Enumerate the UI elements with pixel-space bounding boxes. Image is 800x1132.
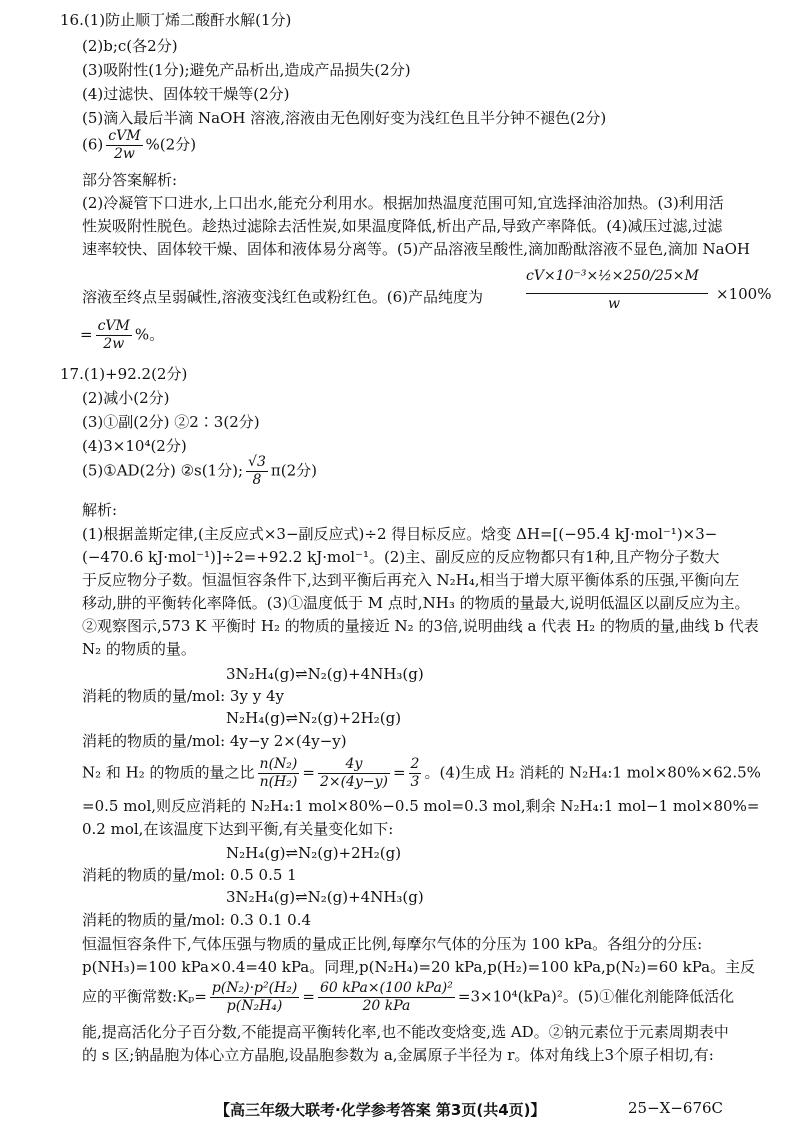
analysis-line: 溶液至终点呈弱碱性,溶液变浅红色或粉红色。(6)产品纯度为 xyxy=(82,288,484,306)
ratio-line: N₂ 和 H₂ 的物质的量之比 $\frac{\text{n(N₂)}}{\text{n(H₂)}}$ = $\frac{4y}{2\times(4y-y)}$ = $\frac{2}{3}$ 。(4)生成 H₂ 消耗的 N₂H₄:1 mol×80%×62.5% xyxy=(82,756,761,790)
partial-analysis-title: 部分答案解析: xyxy=(82,171,178,189)
analysis-line: 性炭吸附性脱色。趁热过滤除去活性炭,如果温度降低,析出产品,导致产率降低。(4)减压过滤,过滤 xyxy=(82,217,723,235)
q16-2: (2)b;c(各2分) xyxy=(82,37,178,55)
analysis-line: p(NH₃)=100 kPa×0.4=40 kPa。同理,p(N₂H₄)=20 kPa,p(H₂)=100 kPa,p(N₂)=60 kPa。主反 xyxy=(82,958,756,976)
q17-5: (5)①AD(2分) ②s(1分); $\frac{√3}{8}$ π(2分) xyxy=(82,454,317,488)
analysis-line: 速率较快、固体较干燥、固体和液体易分离等。(5)产品溶液呈酸性,滴加酚酞溶液不显色,滴加 NaOH xyxy=(82,240,751,258)
consumption-row: 消耗的物质的量/mol: 0.3 0.1 0.4 xyxy=(82,911,312,929)
q16-heading: 16.(1)防止顺丁烯二酸酐水解(1分) xyxy=(60,11,292,29)
equation: N₂H₄(g)⇌N₂(g)+2H₂(g) xyxy=(226,844,402,862)
consumption-row: 消耗的物质的量/mol: 3y y 4y xyxy=(82,687,284,705)
consumption-row: 消耗的物质的量/mol: 0.5 0.5 1 xyxy=(82,866,297,884)
q16-6: (6) $\frac{\text{cVM}}{2w}$ %(2分) xyxy=(82,128,197,162)
cvm-fraction: $\frac{\text{cVM}}{2w}$ xyxy=(108,128,141,162)
footer-code: 25−X−676C xyxy=(628,1099,724,1117)
analysis-line: 能,提高活化分子百分数,不能提高平衡转化率,也不能改变焓变,选 AD。②钠元素位于元素周期表中 xyxy=(82,1023,729,1041)
q17-2: (2)减小(2分) xyxy=(82,389,170,407)
analysis-line: (2)冷凝管下口进水,上口出水,能充分利用水。根据加热温度范围可知,宜选择油浴加热。(3)利用活 xyxy=(82,194,724,212)
analysis-line: 恒温恒容条件下,气体压强与物质的量成正比例,每摩尔气体的分压为 100 kPa。各组分的分压: xyxy=(82,935,703,953)
analysis-line: (1)根据盖斯定律,(主反应式×3−副反应式)÷2 得目标反应。焓变 ΔH=[(−95.4 kJ·mol⁻¹)×3− xyxy=(82,525,718,543)
q17-heading: 17.(1)+92.2(2分) xyxy=(60,365,188,383)
analysis-line: =0.5 mol,则反应消耗的 N₂H₄:1 mol×80%−0.5 mol=0.3 mol,剩余 N₂H₄:1 mol−1 mol×80%= xyxy=(82,797,760,815)
equation: N₂H₄(g)⇌N₂(g)+2H₂(g) xyxy=(226,709,402,727)
analysis-line: 于反应物分子数。恒温恒容条件下,达到平衡后再充入 N₂H₄,相当于增大原平衡体系的压强,平衡向左 xyxy=(82,571,740,589)
footer-title: 【高三年级大联考·化学参考答案 第3页(共4页)】 xyxy=(215,1101,546,1119)
consumption-row: 消耗的物质的量/mol: 4y−y 2×(4y−y) xyxy=(82,732,347,750)
answer-page: 16.(1)防止顺丁烯二酸酐水解(1分) (2)b;c(各2分) (3)吸附性(1分);避免产品析出,造成产品损失(2分) (4)过滤快、固体较干燥等(2分) (5)滴入最后半滴 NaOH 溶液,溶液由无色刚好变为浅红色且半分钟不褪色(2分) (6) $\frac{\text{cVM}}{2w}$ %(2分) 部分答案解析: (2)冷凝管下口进水,上口出水,能充分利用水。根据加热温度范围可知,宜选择油浴加热。(3)利用活 性炭吸附性脱色。趁热过滤除去活性炭,如果温度降低,析出产品,导致产率降低。(4)减压过滤,过滤 速率较快、固体较干燥、固体和液体易分离等。(5)产品溶液呈酸性,滴加酚酞溶液不显色,滴加 NaOH 溶液至终点呈弱碱性,溶液变浅红色或粉红色。(6)产品纯度为 cV×10⁻³×½×250/25×M w ×100% = $\frac{\text{cVM}}{2w}$ %。 17.(1)+92.2(2分) (2)减小(2分) (3)①副(2分) ②2∶3(2分) (4)3×10⁴(2分) (5)①AD(2分) ②s(1分); $\frac{√3}{8}$ π(2分) 解析: (1)根据盖斯定律,(主反应式×3−副反应式)÷2 得目标反应。焓变 ΔH=[(−95.4 kJ·mol⁻¹)×3− (−470.6 kJ·mol⁻¹)]÷2=+92.2 kJ·mol⁻¹。(2)主、副反应的反应物都只有1种,且产物分子数大 于反应物分子数。恒温恒容条件下,达到平衡后再充入 N₂H₄,相当于增大原平衡体系的压强,平衡向左 移动,肼的平衡转化率降低。(3)①温度低于 M 点时,NH₃ 的物质的量最大,说明低温区以副反应为主。 ②观察图示,573 K 平衡时 H₂ 的物质的量接近 N₂ 的3倍,说明曲线 a 代表 H₂ 的物质的量,曲线 b 代表 N₂ 的物质的量。 3N₂H₄(g)⇌N₂(g)+4NH₃(g) 消耗的物质的量/mol: 3y y 4y N₂H₄(g)⇌N₂(g)+2H₂(g) 消耗的物质的量/mol: 4y−y 2×(4y−y) N₂ 和 H₂ 的物质的量之比 $\frac{\text{n(N₂)}}{\text{n(H₂)}}$ = $\frac{4y}{2\times(4y-y)}$ = $\frac{2}{3}$ 。(4)生成 H₂ 消耗的 N₂H₄:1 mol×80%×62.5% =0.5 mol,则反应消耗的 N₂H₄:1 mol×80%−0.5 mol=0.3 mol,剩余 N₂H₄:1 mol−1 mol×80%= 0.2 mol,在该温度下达到平衡,有关量变化如下: N₂H₄(g)⇌N₂(g)+2H₂(g) 消耗的物质的量/mol: 0.5 0.5 1 3N₂H₄(g)⇌N₂(g)+4NH₃(g) 消耗的物质的量/mol: 0.3 0.1 0.4 恒温恒容条件下,气体压强与物质的量成正比例,每摩尔气体的分压为 100 kPa。各组分的分压: p(NH₃)=100 kPa×0.4=40 kPa。同理,p(N₂H₄)=20 kPa,p(H₂)=100 kPa,p(N₂)=60 kPa。主反 应的平衡常数:Kₚ= $\frac{\text{p(N₂)·p²(H₂)}}{\text{p(N₂H₄)}}$ = $\frac{\text{60 kPa×(100 kPa)²}}{\text{20 kPa}}$ =3×10⁴(kPa)²。(5)①催化剂能降低活化 能,提高活化分子百分数,不能提高平衡转化率,也不能改变焓变,选 AD。②钠元素位于元素周期表中 的 s 区;钠晶胞为体心立方晶胞,设晶胞参数为 a,金属原子半径为 r。体对角线上3个原子相切,有: 【高三年级大联考·化学参考答案 第3页(共4页)】 25−X−676C xyxy=(60,11,772,1119)
q17-3: (3)①副(2分) ②2∶3(2分) xyxy=(82,413,260,431)
equation: 3N₂H₄(g)⇌N₂(g)+4NH₃(g) xyxy=(226,888,424,906)
kp-line: 应的平衡常数:Kₚ= $\frac{\text{p(N₂)·p²(H₂)}}{\text{p(N₂H₄)}}$ = $\frac{\text{60 kPa×(100 kPa)²}}{\text{20 kPa}}$ =3×10⁴(kPa)²。(5)①催化剂能降低活化 xyxy=(82,980,735,1014)
analysis-title: 解析: xyxy=(82,501,118,519)
purity-result: = $\frac{\text{cVM}}{2w}$ %。 xyxy=(80,318,165,352)
q16-4: (4)过滤快、固体较干燥等(2分) xyxy=(82,85,290,103)
analysis-line: N₂ 的物质的量。 xyxy=(82,640,196,658)
analysis-line: 移动,肼的平衡转化率降低。(3)①温度低于 M 点时,NH₃ 的物质的量最大,说明低温区以副反应为主。 xyxy=(82,594,750,612)
analysis-line: 的 s 区;钠晶胞为体心立方晶胞,设晶胞参数为 a,金属原子半径为 r。体对角线上3个原子相切,有: xyxy=(82,1046,714,1064)
analysis-line: 0.2 mol,在该温度下达到平衡,有关量变化如下: xyxy=(82,820,394,838)
q16-3: (3)吸附性(1分);避免产品析出,造成产品损失(2分) xyxy=(82,61,411,79)
analysis-line: ②观察图示,573 K 平衡时 H₂ 的物质的量接近 N₂ 的3倍,说明曲线 a 代表 H₂ 的物质的量,曲线 b 代表 xyxy=(82,617,759,635)
q17-4: (4)3×10⁴(2分) xyxy=(82,437,187,455)
q16-5: (5)滴入最后半滴 NaOH 溶液,溶液由无色刚好变为浅红色且半分钟不褪色(2分) xyxy=(82,109,607,127)
analysis-line: (−470.6 kJ·mol⁻¹)]÷2=+92.2 kJ·mol⁻¹。(2)主、副反应的反应物都只有1种,且产物分子数大 xyxy=(82,548,720,566)
equation: 3N₂H₄(g)⇌N₂(g)+4NH₃(g) xyxy=(226,665,424,683)
